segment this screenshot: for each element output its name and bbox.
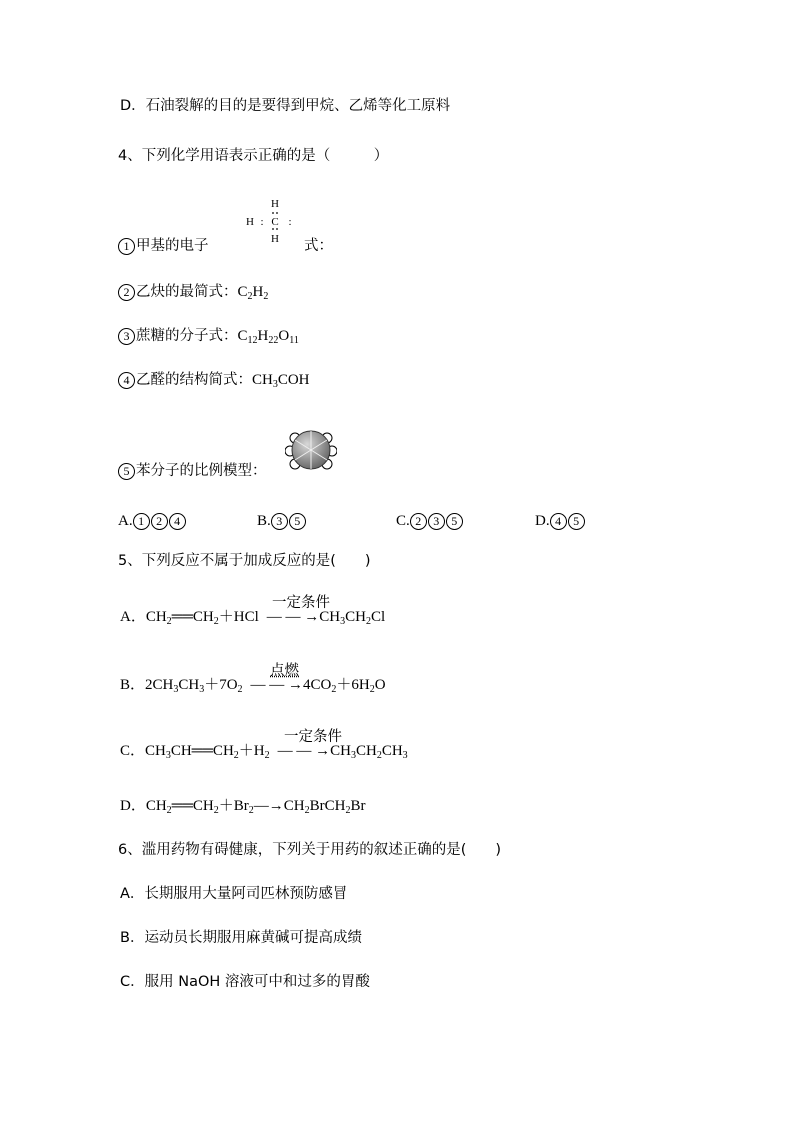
q4-answer-c — [396, 511, 464, 531]
circled-number: 4 — [118, 372, 135, 389]
circled-number: 3 — [271, 513, 288, 530]
circled-number: 1 — [133, 513, 150, 530]
q4-stem: 4、下列化学用语表示正确的是（ ） — [118, 148, 389, 164]
q5-option-a: A．$CH_2══CH_2+HCl$ — — $\to CH_3CH_2Cl$ — [120, 609, 386, 627]
reaction-c-condition: 一定条件 — [284, 729, 342, 745]
reaction-arrow: — — → — [266, 609, 320, 625]
item-4-label: 乙醛的结构简式： — [136, 372, 252, 388]
circled-number: 5 — [118, 463, 135, 480]
circled-number: 2 — [151, 513, 168, 530]
item-1-label: 甲基的电子 — [136, 238, 209, 254]
q5-option-d: D．$CH_2══CH_2+Br_2—\to CH_2BrCH_2Br$ — [120, 798, 366, 816]
item-5-label: 苯分子的比例模型： — [136, 463, 267, 479]
circled-number: 5 — [289, 513, 306, 530]
q4-item-1 — [118, 236, 209, 256]
q6-option-b: B．运动员长期服用麻黄碱可提高成绩 — [120, 930, 362, 946]
q4-answer-b — [257, 511, 307, 531]
circled-number: 1 — [118, 238, 135, 255]
q6-option-c: C．服用 NaOH 溶液可中和过多的胃酸 — [120, 974, 370, 990]
reaction-b-condition: 点燃 — [270, 663, 299, 679]
benzene-model-icon — [285, 427, 337, 473]
reaction-a-condition: 一定条件 — [272, 595, 330, 611]
answer-letter: D. — [535, 513, 550, 529]
circled-number: 4 — [550, 513, 567, 530]
lewis-h-left: H — [246, 216, 254, 228]
q4-item-1-suffix: 式： — [304, 238, 333, 254]
q4-answer-d — [535, 511, 586, 531]
reaction-arrow: —→ — [253, 798, 284, 814]
methyl-electron-formula — [244, 194, 304, 244]
item-2-label: 乙炔的最简式： — [136, 284, 238, 300]
reaction-arrow: — — → — [277, 743, 331, 759]
lewis-sep-right: : — [288, 216, 292, 228]
q4-answer-a — [118, 511, 187, 531]
q5-stem: 5、下列反应不属于加成反应的是( ) — [118, 553, 371, 569]
q4-item-5 — [118, 461, 267, 481]
item-3-label: 蔗糖的分子式： — [136, 328, 238, 344]
answer-letter: B. — [257, 513, 271, 529]
lewis-h-bottom: H — [271, 233, 279, 244]
circled-number: 3 — [118, 328, 135, 345]
q6-stem: 6、滥用药物有碍健康，下列关于用药的叙述正确的是( ) — [118, 842, 502, 858]
q4-item-2 — [118, 282, 268, 302]
circled-number: 2 — [410, 513, 427, 530]
acetylene-formula: $C_2H_2$ — [237, 284, 269, 302]
lewis-sep-left: : — [260, 216, 264, 228]
q5-option-b: B．$2CH_3CH_3+7O_2$ — — $\to 4CO_2+6H_2O$ — [120, 677, 386, 695]
q3-option-d: D．石油裂解的目的是要得到甲烷、乙烯等化工原料 — [120, 98, 451, 114]
q4-item-3 — [118, 326, 299, 346]
circled-number: 4 — [169, 513, 186, 530]
q4-item-4 — [118, 370, 310, 390]
acetaldehyde-formula: $CH_3COH$ — [252, 372, 310, 390]
q6-option-a: A．长期服用大量阿司匹林预防感冒 — [120, 886, 348, 902]
circled-number: 5 — [446, 513, 463, 530]
circled-number: 3 — [428, 513, 445, 530]
sucrose-formula: $C_{12}H_{22}O_{11}$ — [237, 328, 299, 346]
answer-letter: A. — [118, 513, 133, 529]
answer-letter: C. — [396, 513, 410, 529]
lewis-h-top: H — [271, 198, 279, 210]
circled-number: 5 — [568, 513, 585, 530]
q5-option-c: C．$CH_3CH══CH_2+H_2$ — — $\to CH_3CH_2CH_3$ — [120, 743, 408, 761]
lewis-c-center: C — [271, 216, 279, 228]
circled-number: 2 — [118, 284, 135, 301]
reaction-arrow: — — → — [250, 677, 304, 693]
